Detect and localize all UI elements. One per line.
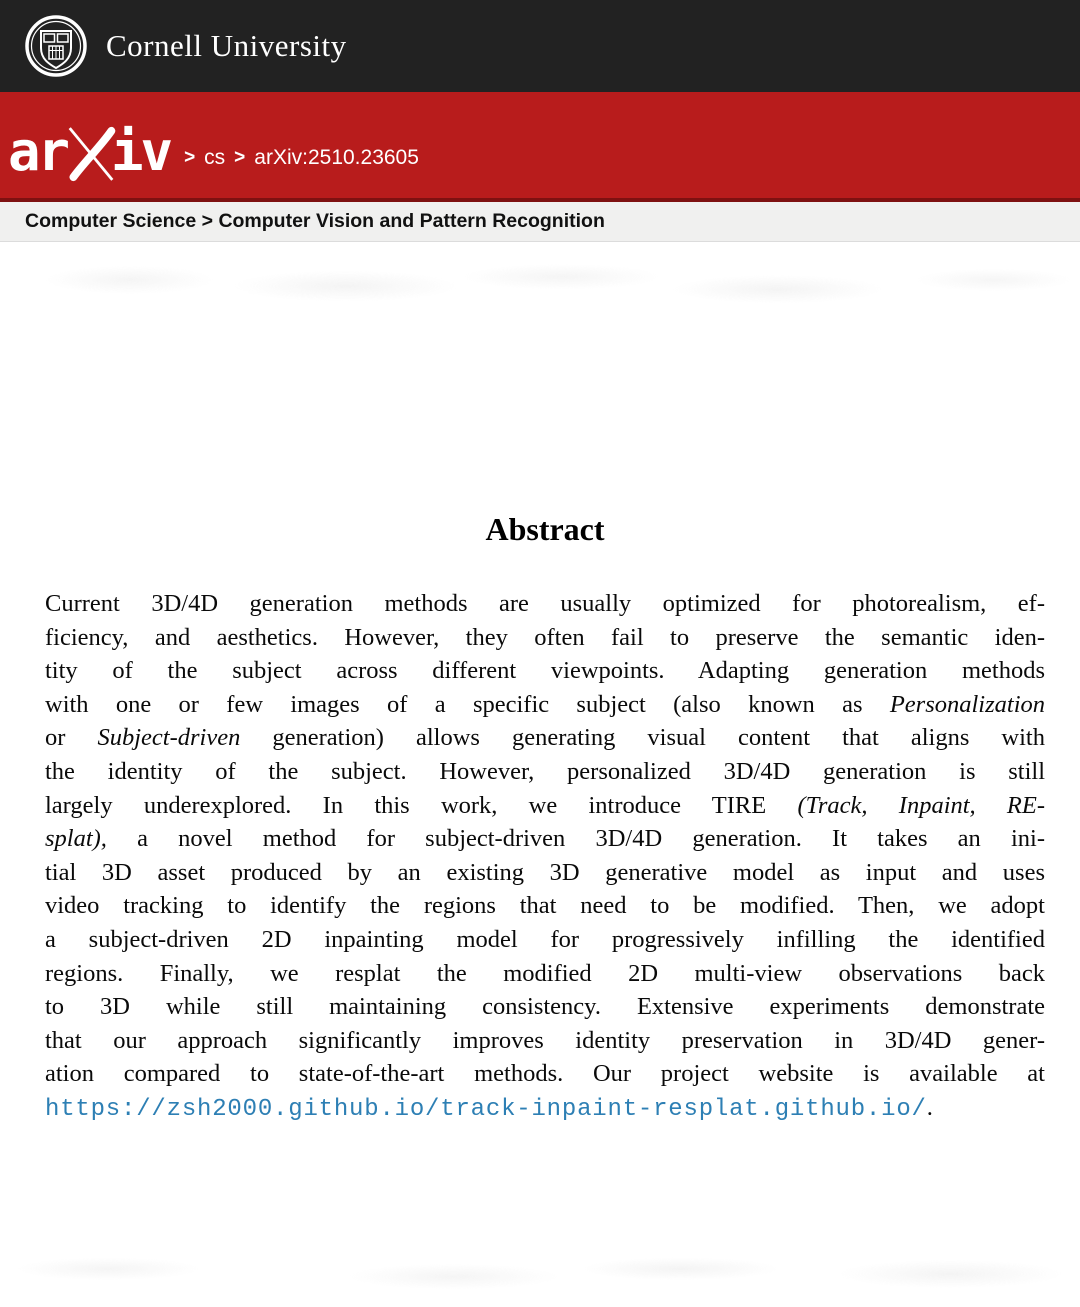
abstract-line xyxy=(45,789,1045,823)
abstract-line xyxy=(45,889,1045,923)
cornell-wordmark: Cornell University xyxy=(106,28,347,63)
abstract-text: ficiency, and aesthetics. However, they often fail to preserve the semantic iden- xyxy=(45,623,1045,651)
abstract-italic-text: (Track, Inpaint, RE- xyxy=(797,791,1046,819)
abstract-line xyxy=(45,621,1045,655)
abstract-text: a novel method for subject-driven 3D/4D generation. It takes an ini- xyxy=(106,825,1045,853)
breadcrumb-separator: > xyxy=(234,147,246,168)
abstract-italic-text: splat), xyxy=(45,825,107,853)
project-website-link[interactable]: https://zsh2000.github.io/track-inpaint-resplat.github.io/ xyxy=(45,1095,927,1123)
abstract-line xyxy=(45,957,1045,991)
abstract-line xyxy=(45,856,1045,890)
faded-artifact-band-bottom xyxy=(0,1248,1080,1300)
arxiv-logo-text-ar: ar xyxy=(8,120,68,183)
abstract-text: tial 3D asset produced by an existing 3D generative model as input and uses xyxy=(45,858,1045,886)
abstract-line xyxy=(45,1024,1045,1058)
abstract-text: tity of the subject across different viewpoints. Adapting generation methods xyxy=(45,657,1045,685)
abstract-line xyxy=(45,822,1045,856)
abstract-line xyxy=(45,1057,1045,1091)
abstract-line xyxy=(45,654,1045,688)
breadcrumb-separator: > xyxy=(184,147,196,168)
abstract-text: or xyxy=(45,724,98,752)
cornell-header xyxy=(0,0,1080,92)
abstract-line xyxy=(45,755,1045,789)
abstract-text: the identity of the subject. However, personalized 3D/4D generation is still xyxy=(45,757,1045,785)
faded-artifact-band-top xyxy=(0,252,1080,314)
abstract-text: to 3D while still maintaining consistency. Extensive experiments demonstrate xyxy=(45,993,1045,1021)
cornell-university-link[interactable] xyxy=(24,14,347,78)
breadcrumb-link-cs[interactable]: cs xyxy=(204,146,226,169)
abstract-text: ation compared to state-of-the-art methods. Our project website is available at xyxy=(45,1060,1045,1088)
abstract-text: . xyxy=(926,1093,933,1121)
arxiv-banner xyxy=(0,92,1080,202)
breadcrumb xyxy=(184,146,419,170)
abstract-text: Current 3D/4D generation methods are usually optimized for photorealism, ef- xyxy=(45,590,1045,617)
abstract-line xyxy=(45,587,1045,621)
abstract-text: video tracking to identify the regions that need to be modified. Then, we adopt xyxy=(45,892,1045,920)
arxiv-logo-link[interactable] xyxy=(8,120,171,183)
abstract-line xyxy=(45,721,1045,755)
abstract-italic-text: Personalization xyxy=(889,690,1045,718)
abstract-line xyxy=(45,1091,1045,1125)
abstract-text: regions. Finally, we resplat the modified 2D multi-view observations back xyxy=(45,959,1045,987)
abstract-line xyxy=(45,923,1045,957)
abstract-body xyxy=(45,587,1045,1125)
abstract-italic-text: Subject-driven xyxy=(97,724,241,752)
arxiv-logo-text-iv: iv xyxy=(111,120,171,183)
abstract-title: Abstract xyxy=(485,511,605,547)
subject-bar-text: Computer Science > Computer Vision and Pattern Recognition xyxy=(25,210,605,232)
abstract-line xyxy=(45,688,1045,722)
abstract-text: generation) allows generating visual content that aligns with xyxy=(240,724,1045,752)
breadcrumb-link-paper-id[interactable]: arXiv:2510.23605 xyxy=(254,146,419,169)
abstract-line xyxy=(45,990,1045,1024)
arxiv-logo-chi-icon xyxy=(66,125,116,183)
abstract-text: largely underexplored. In this work, we introduce TIRE xyxy=(45,791,798,819)
cornell-seal-icon xyxy=(24,14,88,78)
abstract-text: a subject-driven 2D inpainting model for progressively infilling the identified xyxy=(45,925,1045,953)
abstract-text: that our approach significantly improves identity preservation in 3D/4D gener- xyxy=(45,1026,1045,1054)
subject-bar xyxy=(0,202,1080,242)
abstract-text: with one or few images of a specific subject (also known as xyxy=(45,690,890,718)
